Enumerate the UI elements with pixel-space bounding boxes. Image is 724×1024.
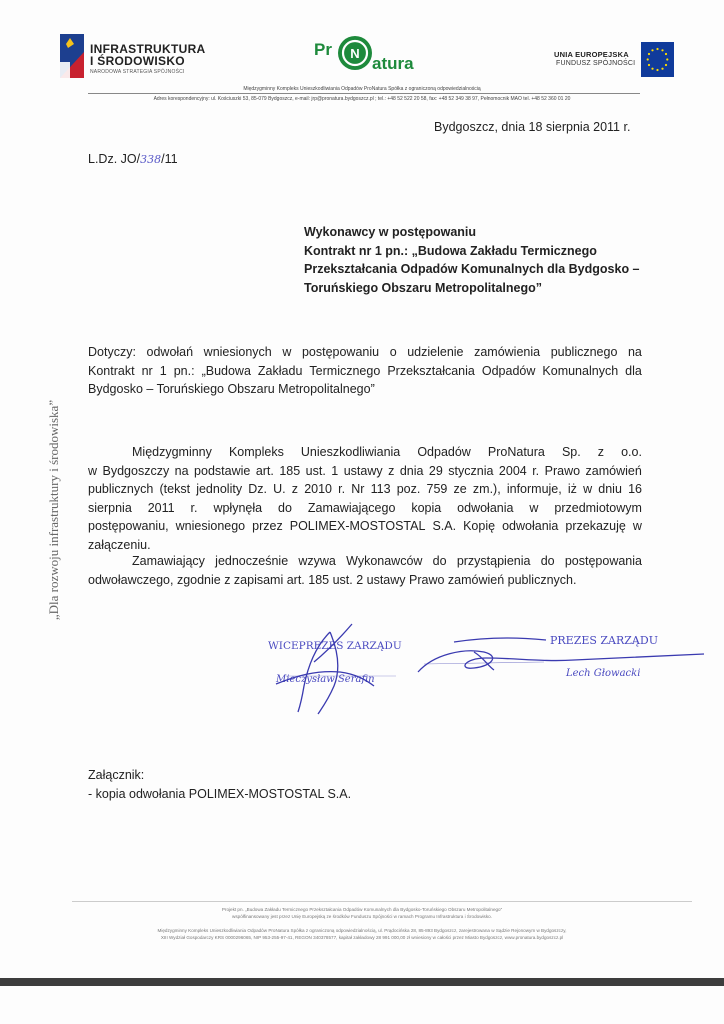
paragraph-line: w Bydgoszczy na podstawie art. 185 ust. 1 ustawy z dnia 29 stycznia 2004 r. Prawo zamówień (88, 463, 642, 478)
ref-suffix: /11 (161, 152, 178, 166)
footer-line-2: współfinansowany jest przez Unię Europejską ze środków Funduszu Spójności w ramach Programu Infrastruktura i Środowisko. (232, 914, 492, 919)
scan-bottom-bar (0, 978, 724, 986)
logo-left-line1: INFRASTRUKTURA (90, 42, 206, 56)
body-paragraph-1 (88, 443, 642, 554)
signature-right-title: PREZES ZARZĄDU (550, 634, 658, 647)
body-paragraph-2 (88, 552, 642, 589)
logo-pn-circle-letter: N (350, 46, 360, 61)
attachment-label: Załącznik: (88, 768, 145, 782)
paragraph-line: sierpnia 2011 r. wpłynęła do Zamawiającego kopia odwołania w przedmiotowym (88, 500, 642, 515)
flag-logo-icon (60, 34, 84, 78)
ref-handwritten-number: 338 (140, 153, 162, 166)
side-slogan (44, 380, 64, 640)
logo-left-line3: NARODOWA STRATEGIA SPÓJNOŚCI (90, 69, 185, 75)
pronatura-circle-icon (338, 36, 372, 70)
header-company-line: Międzygminny Kompleks Unieszkodliwiania Odpadów ProNatura Spółka z ograniczoną odpowiedzialnością (243, 86, 481, 92)
eu-flag-icon (641, 42, 674, 77)
signature-president (414, 628, 714, 688)
header-address-line: Adres korespondencyjny: ul. Kościuszki 53, 85-079 Bydgoszcz, e-mail: jrp@pronatura.bydgoszcz.pl ; tel.: +48 52 522 20 58, fax: +48 52 349 38 97, Pełnomocnik MAO tel. +48 52 360 01 20 (153, 96, 571, 102)
side-slogan-text: „Dla rozwoju infrastruktury i środowiska” (46, 399, 61, 621)
attachment-block (88, 766, 351, 803)
logo-pn-right: atura (372, 54, 414, 73)
logo-pronatura (312, 32, 442, 80)
signature-left-title: WICEPREZES ZARZĄDU (268, 640, 402, 652)
subject-line: Bydgosko – Toruńskiego Obszaru Metropolitalnego” (88, 382, 375, 396)
subject-block (88, 343, 642, 399)
signature-left-name: Mieczysław Serafin (276, 674, 375, 685)
paragraph-line: odwoławczego, zgodnie z zapisami art. 185 ust. 2 ustawy Prawo zamówień publicznych. (88, 572, 577, 587)
handwritten-signature-left-icon (256, 606, 406, 716)
addressee-line: Kontrakt nr 1 pn.: „Budowa Zakładu Termicznego (304, 243, 597, 258)
logo-eu-line1: UNIA EUROPEJSKA (554, 50, 629, 59)
addressee-line: Toruńskiego Obszaru Metropolitalnego” (304, 280, 542, 295)
logo-eu-line2: FUNDUSZ SPÓJNOŚCI (556, 60, 636, 67)
signature-right-name: Lech Głowacki (566, 668, 641, 679)
paragraph-line: publicznych (tekst jednolity Dz. U. z 2010 r. Nr 113 poz. 759 ze zm.), informuje, iż w dniu 16 (88, 482, 642, 496)
logo-left-line2: I ŚRODOWISKO (90, 54, 185, 68)
addressee-line: Wykonawcy w postępowaniu (304, 225, 477, 239)
handwritten-signature-right-icon (414, 628, 714, 688)
footer-divider (72, 901, 692, 902)
paragraph-line: Zamawiający jednocześnie wzywa Wykonawców do przystąpienia do postępowania (132, 554, 642, 568)
paragraph-line: postępowaniu, wniesionego przez POLIMEX-MOSTOSTAL S.A. Kopię odwołania przekazuję w (88, 519, 642, 533)
logo-unia-europejska (520, 40, 680, 80)
subject-line: Kontrakt nr 1 pn.: „Budowa Zakładu Termicznego Przekształcania Odpadów Komunalnych dla (88, 363, 642, 378)
attachment-item: - kopia odwołania POLIMEX-MOSTOSTAL S.A. (88, 786, 352, 801)
letter-date: Bydgoszcz, dnia 18 sierpnia 2011 r. (434, 120, 631, 134)
paragraph-line: Międzygminny Kompleks Unieszkodliwiania Odpadów ProNatura Sp. z o.o. (132, 445, 642, 459)
letter-reference (88, 152, 178, 166)
footer-line-3: Międzygminny Kompleks Unieszkodliwiania Odpadów ProNatura Spółka z ograniczoną odpowiedzialnością, ul. Prądocińska 28, 85-893 Bydgoszcz, zarejestrowana w Sądzie Rejonowym w Bydgoszczy, (157, 928, 567, 933)
addressee-block (304, 223, 664, 297)
logo-pn-left: Pr (314, 40, 332, 59)
subject-line: Dotyczy: odwołań wniesionych w postępowaniu o udzielenie zamówienia publicznego na (88, 345, 642, 359)
paragraph-line: załączeniu. (88, 537, 151, 552)
ref-prefix: L.Dz. JO/ (88, 152, 141, 166)
header-divider (88, 93, 640, 94)
logo-infrastruktura (60, 34, 210, 82)
footer-line-4: XIII Wydział Gospodarczy KRS 0000296065, NIP 953-255-97-41, REGON 340378577, kapitał zakładowy 28 991 000,00 zł wniesiony w całości przez Miasto Bydgoszcz, www.pronatura.bydgoszcz.pl (160, 935, 564, 940)
footer-line-1: Projekt pn. „Budowa Zakładu Termicznego Przekształcania Odpadów Komunalnych dla Bydgosko-Toruńskiego Obszaru Metropolitalnego” (221, 907, 503, 912)
signature-vice-president (256, 606, 406, 716)
addressee-line: Przekształcania Odpadów Komunalnych dla Bydgosko – (304, 262, 640, 276)
